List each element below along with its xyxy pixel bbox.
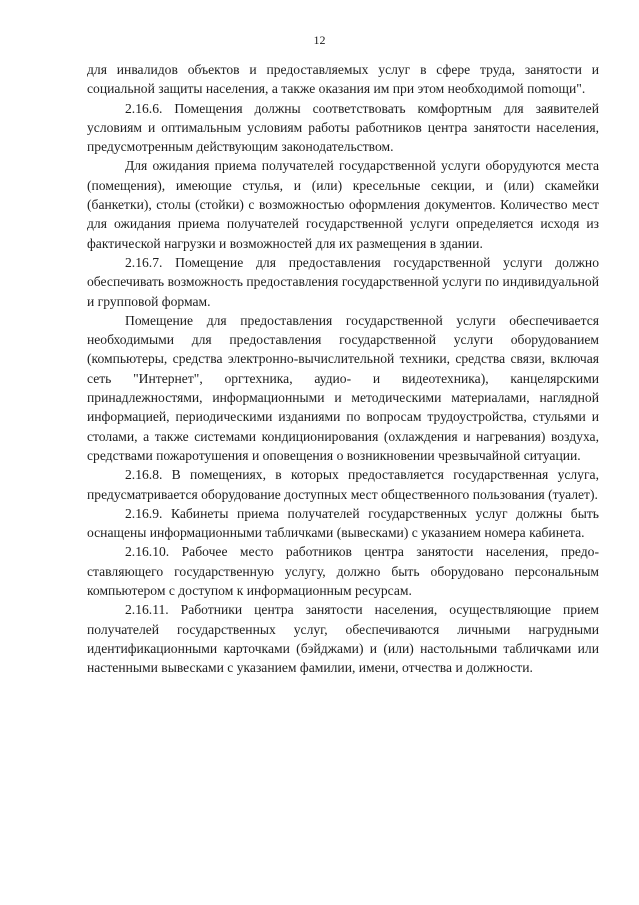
paragraph-2-16-7: 2.16.7. Помещение для предоставления государственной услуги должно обеспечивать возможность предоставления государственной услуги по индивидуальной и групповой формам. <box>87 254 599 309</box>
paragraph-2-16-8: 2.16.8. В помещениях, в которых предоставляется государственная услуга, предусматривается оборудование доступных мест общественного пользования (туалет). <box>87 467 599 502</box>
paragraph-continuation: для инвалидов объектов и предоставляемых услуг в сфере труда, занятости и социальной защиты населения, а также оказания им при этом необходимой поmощи". <box>87 62 599 97</box>
paragraph-2-16-10: 2.16.10. Рабочее место работников центра занятости населения, предоставляющего государственную услугу, должно быть оборудовано персональным компьютером с доступом к информационным ресурсам. <box>87 544 599 599</box>
document-body <box>87 60 599 678</box>
paragraph-equipment: Помещение для предоставления государственной услуги обеспечивается необходимыми для предоставления государственной услуги оборудованием (компьютеры, средства электронно-вычислительной техники, средства связи, включая сеть "Интернет", оргтехника, аудио- и видеотехника), канцелярскими принадлежностями, информационными и методическими материалами, наглядной информацией, периодическими изданиями по вопросам трудоустройства, стульями и столами, а также системами кондиционирования (охлаждения и нагревания) воздуха, средствами пожаротушения и оповещения о возникновении чрезвычайной ситуации. <box>87 312 599 463</box>
page-number: 12 <box>313 33 326 47</box>
paragraph-2-16-11: 2.16.11. Работники центра занятости населения, осуществляющие прием получателей государственных услуг, обеспечиваются личными нагрудными идентификационными карточками (бэйджами) и (или) настольными табличками или настенными вывесками с указанием фамилии, имени, отчества и должности. <box>87 602 599 676</box>
paragraph-2-16-6: 2.16.6. Помещения должны соответствовать комфортным для заявителей условиям и оптимальным условиям работы работников центра занятости населения, предусмотренным действующим законодательством. <box>87 100 599 155</box>
paragraph-2-16-9: 2.16.9. Кабинеты приема получателей государственных услуг должны быть оснащены информационными табличками (вывесками) с указанием номера кабинета. <box>87 505 599 541</box>
paragraph-waiting-places: Для ожидания приема получателей государственной услуги оборудуются места (помещения), имеющие стулья, и (или) кресельные секции, и (или) скамейки (банкетки), столы (стойки) с возможностью оформления документов. Количество мест для ожидания приема получателей государственной услуги определяется исходя из фактической нагрузки и возможностей для их размещения в здании. <box>87 158 599 251</box>
